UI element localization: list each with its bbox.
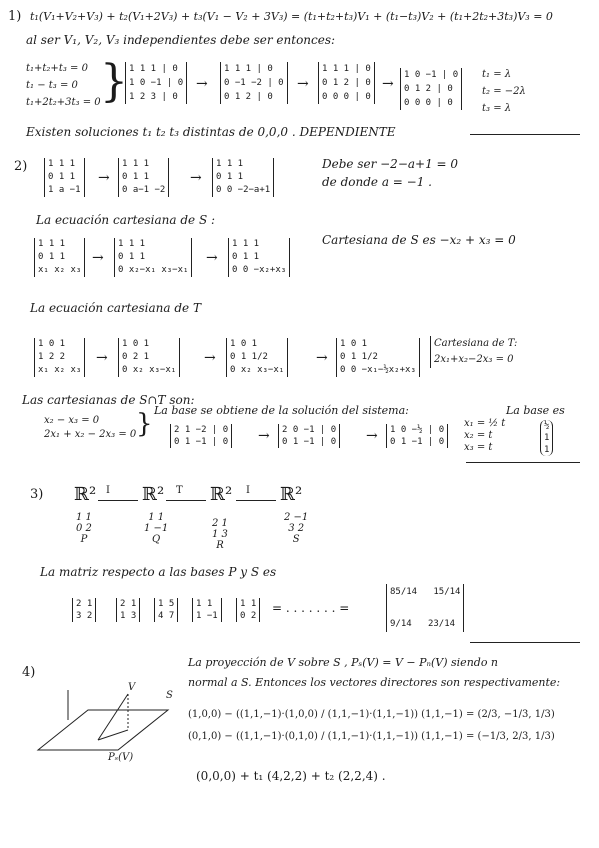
p2-t-title: La ecuación cartesiana de T xyxy=(30,301,201,315)
p2-t-matrix-2: 1 0 1 0 2 1 0 x₂ x₃−x₁ xyxy=(118,338,180,377)
arrow-icon: → xyxy=(258,428,270,444)
p2-base-matrix-3: 1 0 −½ | 0 0 1 −1 | 0 xyxy=(386,424,448,448)
p2-base-text: La base se obtiene de la solución del sistema: xyxy=(154,404,409,417)
arrow-icon: → xyxy=(98,170,110,186)
r2-space: ℝ² xyxy=(74,484,97,505)
p3-factor-3: 1 5 4 7 xyxy=(154,598,178,622)
p2-base-matrix-2: 2 0 −1 | 0 0 1 −1 | 0 xyxy=(278,424,340,448)
basis-r: 2 1 1 3 R xyxy=(212,518,228,551)
problem-3-number: 3) xyxy=(30,487,44,502)
p2-matrix-2: 1 1 1 0 1 1 0 a−1 −2 xyxy=(118,158,169,197)
map-arrow xyxy=(166,500,206,501)
p3-factor-4: 1 1 1 −1 xyxy=(192,598,222,622)
arrow-icon: → xyxy=(196,76,208,92)
p2-t-matrix-1: 1 0 1 1 2 2 x₁ x₂ x₃ xyxy=(34,338,85,377)
plane-s xyxy=(38,710,168,750)
divider xyxy=(466,462,580,463)
p4-calc-2: (0,1,0) − ((1,1,−1)·(0,1,0) / (1,1,−1)·(1,1,−1)) (1,1,−1) = (−1/3, 2/3, 1/3) xyxy=(188,731,555,742)
arrow-icon: → xyxy=(206,250,218,266)
intersection-brace: } xyxy=(136,409,153,439)
label-projection: Pₛ(V) xyxy=(108,752,134,763)
p1-solution: t₁ = λ t₂ = −2λ t₃ = λ xyxy=(482,69,526,114)
p3-dots: = . . . . . . . = xyxy=(272,601,350,615)
p3-factor-2: 2 1 1 3 xyxy=(116,598,140,622)
p4-calc-1: (1,0,0) − ((1,1,−1)·(1,0,0) / (1,1,−1)·(1,1,−1)) (1,1,−1) = (2/3, −1/3, 1/3) xyxy=(188,709,555,720)
label-v: V xyxy=(128,682,136,693)
map-arrow xyxy=(98,500,138,501)
p2-matrix-1: 1 1 1 0 1 1 1 a −1 xyxy=(44,158,85,197)
p4-text-2: normal a S. Entonces los vectores directores son respectivamente: xyxy=(188,676,561,689)
problem-1-number: 1) xyxy=(8,9,22,24)
arrow-icon: → xyxy=(190,170,202,186)
system-brace: } xyxy=(100,56,128,107)
problem-1-system: t₁+t₂+t₃ = 0 t₁ − t₃ = 0 t₁+2t₂+3t₃ = 0 xyxy=(26,63,101,108)
map-label: T xyxy=(176,485,183,496)
problem-4-number: 4) xyxy=(22,665,36,680)
divider xyxy=(470,642,580,643)
arrow-icon: → xyxy=(204,350,216,366)
basis-s: 2 −1 3 2 S xyxy=(284,512,309,545)
map-label: I xyxy=(106,485,110,496)
p1-conclusion: Existen soluciones t₁ t₂ t₃ distintas de 0,0,0 . DEPENDIENTE xyxy=(26,125,396,139)
p3-factor-1: 2 1 3 2 xyxy=(72,598,96,622)
arrow-icon: → xyxy=(92,250,104,266)
p2-s-matrix-1: 1 1 1 0 1 1 x₁ x₂ x₃ xyxy=(34,238,85,277)
problem-1-independence-line: al ser V₁, V₂, V₃ independientes debe ser entonces: xyxy=(26,33,336,47)
p2-intersection-title: Las cartesianas de S∩T son: xyxy=(22,393,195,407)
label-s: S xyxy=(166,690,173,701)
basis-p: 1 1 0 2 P xyxy=(76,512,92,545)
map-label: I xyxy=(246,485,250,496)
p2-s-matrix-3: 1 1 1 0 1 1 0 0 −x₂+x₃ xyxy=(228,238,290,277)
p2-s-title: La ecuación cartesiana de S : xyxy=(36,213,216,227)
arrow-icon: → xyxy=(316,350,328,366)
arrow-icon: → xyxy=(96,350,108,366)
divider xyxy=(470,134,580,135)
p2-base-solution: x₁ = ½ t x₂ = t x₃ = t xyxy=(464,418,506,453)
projection-diagram xyxy=(28,680,178,762)
p2-matrix-3: 1 1 1 0 1 1 0 0 −2−a+1 xyxy=(212,158,274,197)
p2-t-matrix-4: 1 0 1 0 1 1/2 0 0 −x₁−½x₂+x₃ xyxy=(336,338,420,377)
vector-v-arrow xyxy=(98,694,128,740)
p2-t-matrix-3: 1 0 1 0 1 1/2 0 x₂ x₃−x₁ xyxy=(226,338,288,377)
projection-arrow xyxy=(98,730,128,740)
r2-space: ℝ² xyxy=(280,484,303,505)
p2-dedonde: de donde a = −1 . xyxy=(322,175,432,189)
map-arrow xyxy=(236,500,276,501)
p3-result-matrix: 85/14 15/14 9/14 23/14 xyxy=(386,584,464,632)
arrow-icon: → xyxy=(382,76,394,92)
problem-2-number: 2) xyxy=(14,159,28,174)
p2-s-cartesian: Cartesiana de S es −x₂ + x₃ = 0 xyxy=(322,233,516,247)
basis-q: 1 1 1 −1 Q xyxy=(144,512,169,545)
p2-t-cartesian: Cartesiana de T: 2x₁+x₂−2x₃ = 0 xyxy=(430,336,517,368)
arrow-icon: → xyxy=(297,76,309,92)
p3-factor-5: 1 1 0 2 xyxy=(236,598,260,622)
p4-plane: (0,0,0) + t₁ (4,2,2) + t₂ (2,2,4) . xyxy=(196,769,386,783)
p2-s-matrix-2: 1 1 1 0 1 1 0 x₂−x₁ x₃−x₁ xyxy=(114,238,192,277)
p1-matrix-1: 1 1 1 | 0 1 0 −1 | 0 1 2 3 | 0 xyxy=(125,62,187,104)
p4-text-1: La proyección de V sobre S , Pₛ(V) = V − Pₙ(V) siendo n xyxy=(188,656,499,669)
p2-intersection-eqs: x₂ − x₃ = 0 2x₁ + x₂ − 2x₃ = 0 xyxy=(44,415,137,440)
p2-base-matrix-1: 2 1 −2 | 0 0 1 −1 | 0 xyxy=(170,424,232,448)
r2-space: ℝ² xyxy=(210,484,233,505)
p2-base-es: La base es xyxy=(506,404,565,417)
problem-1-equation: t₁(V₁+V₂+V₃) + t₂(V₁+2V₃) + t₃(V₁ − V₂ + 3V₃) = (t₁+t₂+t₃)V₁ + (t₁−t₃)V₂ + (t₁+2t₂+3t₃)V₃ = 0 xyxy=(30,10,553,23)
arrow-icon: → xyxy=(366,428,378,444)
p1-matrix-4: 1 0 −1 | 0 0 1 2 | 0 0 0 0 | 0 xyxy=(400,68,462,110)
p3-matrix-title: La matriz respecto a las bases P y S es xyxy=(40,565,277,579)
p1-matrix-2: 1 1 1 | 0 0 −1 −2 | 0 0 1 2 | 0 xyxy=(220,62,288,104)
p1-matrix-3: 1 1 1 | 0 0 1 2 | 0 0 0 0 | 0 xyxy=(318,62,375,104)
p2-debe: Debe ser −2−a+1 = 0 xyxy=(322,157,459,171)
p2-base-vector: ½ 1 1 xyxy=(540,420,553,456)
r2-space: ℝ² xyxy=(142,484,165,505)
